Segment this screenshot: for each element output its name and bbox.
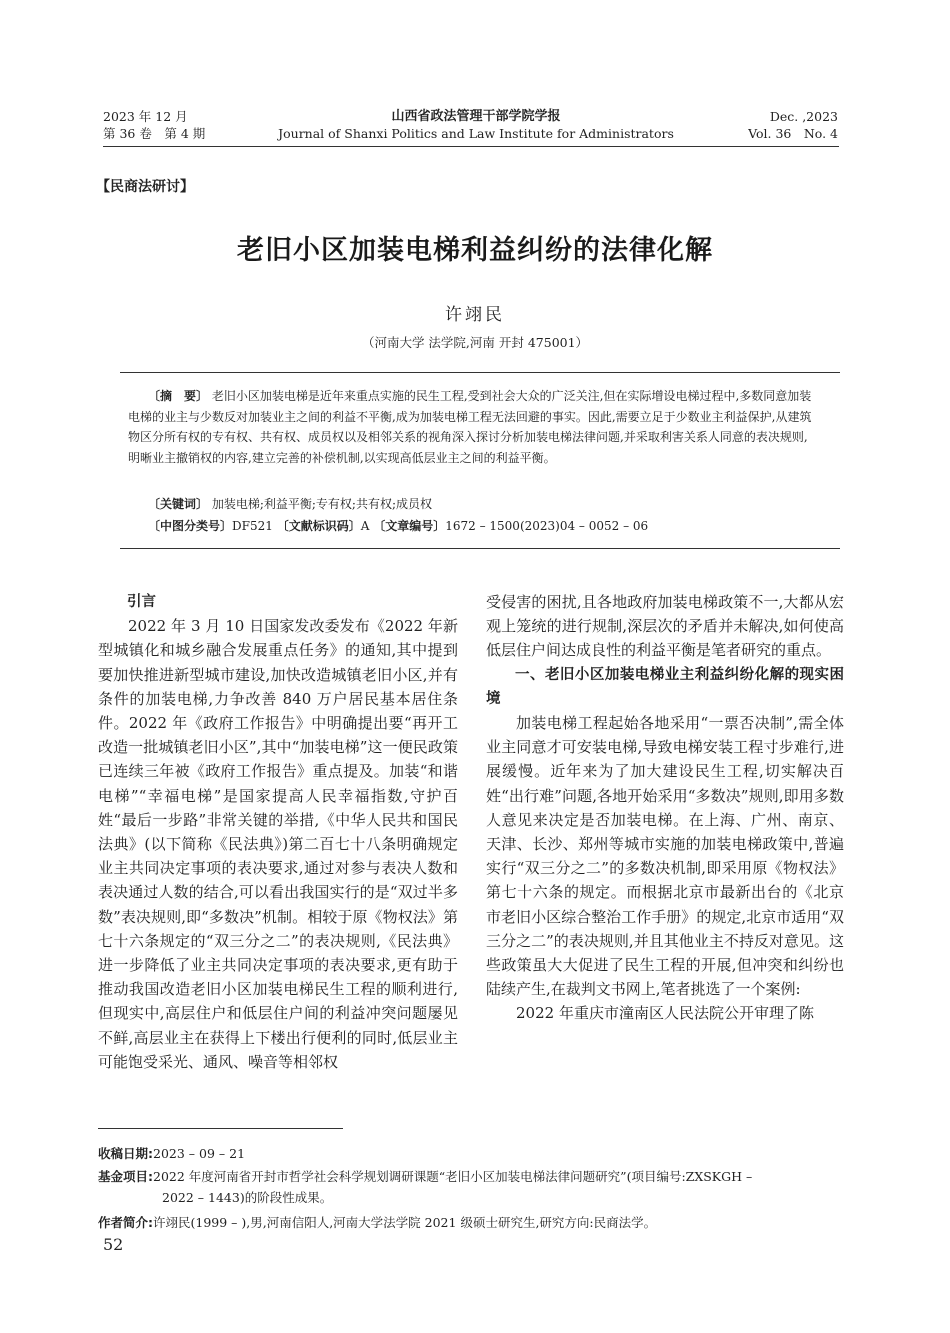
section-1-heading: 一、老旧小区加装电梯业主利益纠纷化解的现实困境	[486, 666, 844, 707]
fund-label: 基金项目:	[98, 1169, 153, 1184]
article-number-label: 〔文章编号〕	[373, 519, 446, 533]
article-title: 老旧小区加装电梯利益纠纷的法律化解	[237, 235, 713, 266]
clc-label: 〔中图分类号〕	[148, 519, 233, 533]
keywords-text: 加装电梯;利益平衡;专有权;共有权;成员权	[211, 497, 433, 511]
intro-paragraph: 2022 年 3 月 10 日国家发改委发布《2022 年新型城镇化和城乡融合发展重点任务》的通知,其中提到要加快推进新型城市建设,加快改造城镇老旧小区,并有条件的加装电梯,力争改善 840 万户居民基本居住条件。2022 年《政府工作报告》中明确提出要“再开工改造一批城镇老旧小区”,其中“加装电梯”这一便民政策已连续三年被《政府工作报告》重点提及。加装“和谐电梯”“幸福电梯”是国家提高人民幸福指数,守护百姓“最后一步路”非常关键的举措,《中华人民共和国民法典》(以下简称《民法典》)第二百七十八条明确规定业主共同决定事项的表决要求,通过对参与表决人数和表决通过人数的结合,可以看出我国实行的是“双过半多数”表决规则,即“多数决”机制。相较于原《物权法》第七十六条规定的“双三分之二”的表决规则,《民法典》进一步降低了业主共同决定事项的表决要求,更有助于推动我国改造老旧小区加装电梯民生工程的顺利进行,但现实中,高层住户和低层住户间的利益冲突问题屡见不鲜,高层业主在获得上下楼出行便利的同时,低层业主可能饱受采光、通风、噪音等相邻权	[98, 617, 458, 1071]
footnote-author	[98, 1212, 842, 1233]
section-1-case-paragraph: 2022 年重庆市潼南区人民法院公开审理了陈	[516, 1004, 814, 1023]
keywords-label: 〔关键词〕	[148, 497, 209, 511]
intro-paragraph-continued: 受侵害的困扰,且各地政府加装电梯政策不一,大都从宏观上笼统的进行规制,深层次的矛盾并未解决,如何使高低层住户间达成良性的利益平衡是笔者研究的重点。	[486, 593, 844, 660]
header-journal	[250, 108, 702, 142]
intro-heading: 引言	[127, 594, 156, 610]
body-column-left	[98, 590, 458, 1074]
header-issue-info-en	[720, 108, 838, 142]
author-name: 许翊民	[445, 305, 505, 325]
footnote-received	[98, 1143, 842, 1164]
abstract-label: 〔摘 要〕	[148, 389, 209, 403]
clc-value: DF521	[232, 519, 273, 533]
author-bio-label: 作者简介:	[98, 1215, 153, 1230]
abstract-top-rule	[120, 372, 840, 373]
section-1-paragraph: 加装电梯工程起始各地采用“一票否决制”,需全体业主同意才可安装电梯,导致电梯安装工程寸步难行,进展缓慢。近年来为了加大建设民生工程,切实解决百姓“出行难”问题,各地开始采用“多数决”规则,即用多数人意见来决定是否加装电梯。在上海、广州、南京、天津、长沙、郑州等城市实施的加装电梯政策中,普遍实行“双三分之二”的多数决机制,即采用原《物权法》第七十六条的规定。而根据北京市最新出台的《北京市老旧小区综合整治工作手册》的规定,北京市适用“双三分之二”的表决规则,并且其他业主不持反对意见。这些政策虽大大促进了民生工程的开展,但冲突和纠纷也陆续产生,在裁判文书网上,笔者挑选了一个案例:	[486, 714, 844, 999]
received-date: 2023 – 09 – 21	[153, 1146, 246, 1161]
footnote-rule	[98, 1128, 343, 1129]
doc-code-value: A	[360, 519, 370, 533]
section-tag: 【民商法研讨】	[96, 179, 194, 195]
classification-line	[148, 517, 648, 534]
author-affiliation: （河南大学 法学院,河南 开封 475001）	[361, 335, 589, 350]
fund-text-continued: 2022 – 1443)的阶段性成果。	[162, 1190, 333, 1205]
body-column-right	[486, 590, 844, 1026]
received-label: 收稿日期:	[98, 1146, 153, 1161]
header-volume-en: Vol. 36 No. 4	[748, 126, 838, 141]
abstract	[128, 386, 818, 468]
keywords	[148, 495, 432, 512]
header-date: 2023 年 12 月	[103, 109, 188, 124]
abstract-text: 老旧小区加装电梯是近年来重点实施的民生工程,受到社会大众的广泛关注,但在实际增设电梯过程中,多数同意加装电梯的业主与少数反对加装业主之间的利益不平衡,成为加装电梯工程无法回避的事实。因此,需要立足于少数业主利益保护,从建筑物区分所有权的专有权、共有权、成员权以及相邻关系的视角深入探讨分析加装电梯法律问题,并采取利害关系人同意的表决规则,明晰业主撤销权的内容,建立完善的补偿机制,以实现高低层业主之间的利益平衡。	[128, 389, 812, 465]
header-rule	[103, 146, 839, 147]
article-number-value: 1672 – 1500(2023)04 – 0052 – 06	[445, 519, 649, 533]
journal-name-cn: 山西省政法管理干部学院学报	[391, 109, 561, 124]
header-issue-info	[103, 108, 205, 142]
header-volume: 第 36 卷 第 4 期	[103, 126, 206, 141]
author-bio: 许翊民(1999 – ),男,河南信阳人,河南大学法学院 2021 级硕士研究生,研究方向:民商法学。	[153, 1215, 657, 1230]
footnote-fund	[98, 1166, 842, 1208]
header-date-en: Dec. ,2023	[769, 109, 838, 124]
page-number: 52	[103, 1235, 124, 1254]
abstract-bottom-rule	[120, 548, 840, 549]
journal-name-en: Journal of Shanxi Politics and Law Institute for Administrators	[278, 126, 674, 141]
doc-code-label: 〔文献标识码〕	[276, 519, 361, 533]
fund-text: 2022 年度河南省开封市哲学社会科学规划调研课题“老旧小区加装电梯法律问题研究”(项目编号:ZXSKGH –	[153, 1169, 753, 1184]
